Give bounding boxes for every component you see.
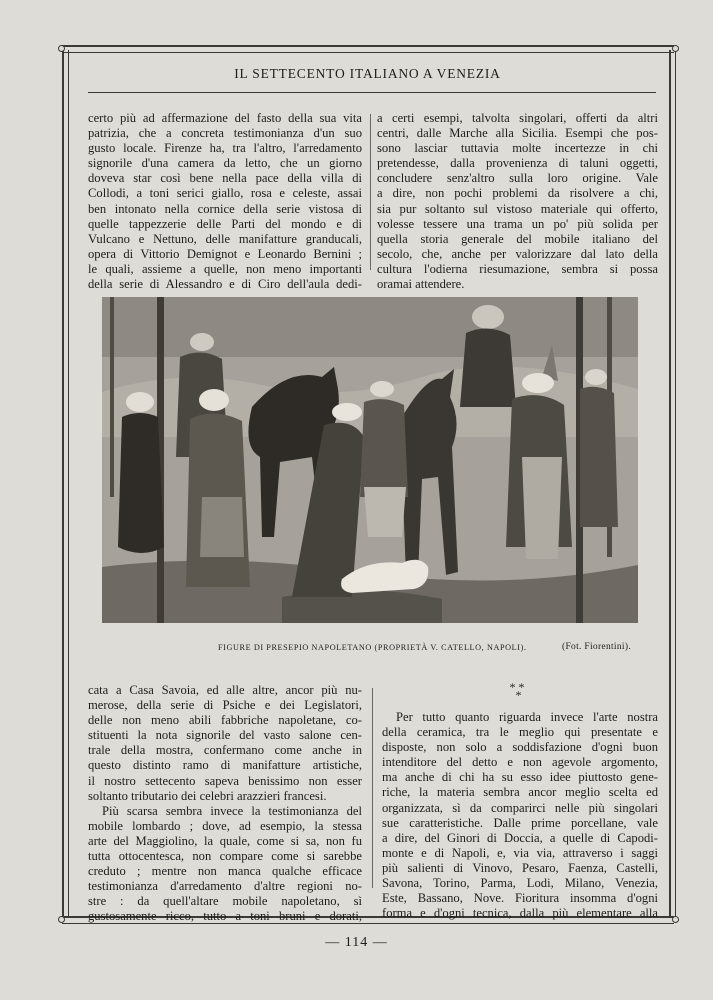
frame-left-rule [62,50,69,916]
text-line: mobile lombardo ; dove, ad esempio, la stessa [88,818,362,833]
text-line: Vulcano e Nettuno, delle manifatture granducali, [88,231,362,246]
bottom-left-column [88,683,362,925]
frame-corner-ornament [672,45,679,52]
nativity-figures-photo [102,297,638,623]
text-line: gusto locale. Firenze ha, tra l'altro, l'arredamento [88,141,362,156]
text-line: opera di Vittorio Demignot e Leonardo Bernini ; [88,246,362,261]
photo-credit: (Fot. Fiorentini). [562,642,631,652]
text-line: sue caratteristiche. Dalle prime porcellane, vale [382,815,658,830]
text-line: oramai attendere. [377,277,465,292]
text-line: monte e di Napoli, e, via via, attraverso i saggi [382,845,658,860]
text-line: delle non meno abili fabbriche napoletane, co- [88,713,362,728]
frame-corner-ornament [58,916,65,923]
text-line: cultura l'odierna riesumazione, sembra si possa [377,261,658,276]
text-line: della ceramica, tra le meglio qui presentate e [382,725,658,740]
text-line: a dire, del Ginori di Doccia, a quelle di Capodi- [382,830,658,845]
text-line: riche, la materia sembra ancor meglio scelta ed [382,785,658,800]
photo-illustration [102,297,638,623]
text-line: certo più ad affermazione del fasto della sua vita [88,111,362,125]
text-line: Este, Bassano, Nove. Fioritura insomma d'ogni [382,891,658,906]
text-line: arte del Maggiolino, la quale, come si sa, non fu [88,833,362,848]
text-line: Savona, Torino, Parma, Lodi, Milano, Venezia, [382,876,658,891]
text-line: volesse tessere una trama un po' più solida per [377,216,658,231]
text-line: signorile d'una camera da letto, che un giorno [88,156,362,171]
text-line: ben intonato nella cornice della serie vistosa di [88,201,362,216]
text-line: Per tutto quanto riguarda invece l'arte nostra [396,710,658,724]
text-line: gustosamente ricco, tutto a toni bruni e dorati, [88,909,362,924]
text-line: organizzata, sì da comparirci nelle più singolari [382,800,658,815]
text-line: il nostro settecento sapeva benissimo non esser [88,773,362,788]
text-line: testimonianza d'arredamento d'altre regioni no- [88,879,362,894]
text-line: merose, della serie di Psiche e dei Legislatori, [88,698,362,713]
text-line: intenditore del detto e non agevole argomento, [382,755,658,770]
caption-text: FIGURE DI PRESEPIO NAPOLETANO (PROPRIETÀ V. CATELLO, NAPOLI). [218,643,527,652]
text-line: secolo, che, anche per valorizzare dal lato della [377,246,658,261]
text-line: centri, dalle Marche alla Sicilia. Esempi che pos- [377,126,658,141]
text-line: concludere senz'altro sulla loro origine. Vale [377,171,658,186]
text-line: pretendesse, dalla provenienza di taluni oggetti, [377,156,658,171]
text-line: stituenti la nota signorile del vasto salone cen- [88,728,362,743]
text-line: Collodi, a toni serici giallo, rosa e celeste, assai [88,186,362,201]
text-line: disposte, non solo a soddisfazione d'ogni buon [382,740,658,755]
text-line: doveva star così bene nella pace della villa di [88,171,362,186]
text-line: sono lasciar tuttavia molte incertezze in chi [377,141,658,156]
text-line: quelle tappezzerie delle Parti del mondo e di [88,216,362,231]
column-divider [370,114,371,270]
section-asterism: * * * [509,680,525,702]
text-line: cata a Casa Savoia, ed alle altre, ancor più nu- [88,683,362,697]
text-line: quella storia generale del mobile italiano del [377,231,658,246]
text-line: sia pur soltanto sul vistoso materiale qui offerto, [377,201,658,216]
text-line: forma e d'ogni tecnica, dalla più elementare alla [382,906,658,921]
text-line: trale della mostra, confermano come anche in [88,743,362,758]
frame-right-rule [669,50,676,916]
text-line: più salienti di Vinovo, Pesaro, Faenza, Castelli, [382,860,658,875]
text-line: questo distinto ramo di manifatture artistiche, [88,758,362,773]
frame-corner-ornament [58,45,65,52]
bottom-right-column [382,710,658,921]
head-rule [88,92,656,93]
text-line: tutta ottocentesca, non compare come si sarebbe [88,849,362,864]
text-line: della serie di Alessandro e di Ciro dell'aula dedi- [88,277,362,292]
text-line: a dire, non pochi problemi da risolvere a chi, [377,186,658,201]
frame-corner-ornament [672,916,679,923]
column-divider [372,688,373,888]
running-head: IL SETTECENTO ITALIANO A VENEZIA [234,66,501,81]
photo-caption [218,643,658,652]
page-number: — 114 — [325,935,388,950]
frame-top-rule [62,45,674,53]
text-line: ma anche di chi ha su esso idee piuttosto gene- [382,770,658,785]
top-right-column [377,111,658,292]
top-left-column [88,111,362,292]
text-line: Più scarsa sembra invece la testimonianza del [102,803,362,818]
text-line: a certi esempi, talvolta singolari, offerti da altri [377,111,658,125]
text-line: creduto ; mentre non manca qualche efficace [88,864,362,879]
text-line: patrizia, che a concreta testimonianza d'un suo [88,126,362,141]
text-line: stre : da quell'altare mobile napoletano, sì [88,894,362,909]
text-line: le quali, assieme a quelle, non meno importanti [88,261,362,276]
text-line: soltanto tributario dei celebri arazzieri francesi. [88,788,327,803]
